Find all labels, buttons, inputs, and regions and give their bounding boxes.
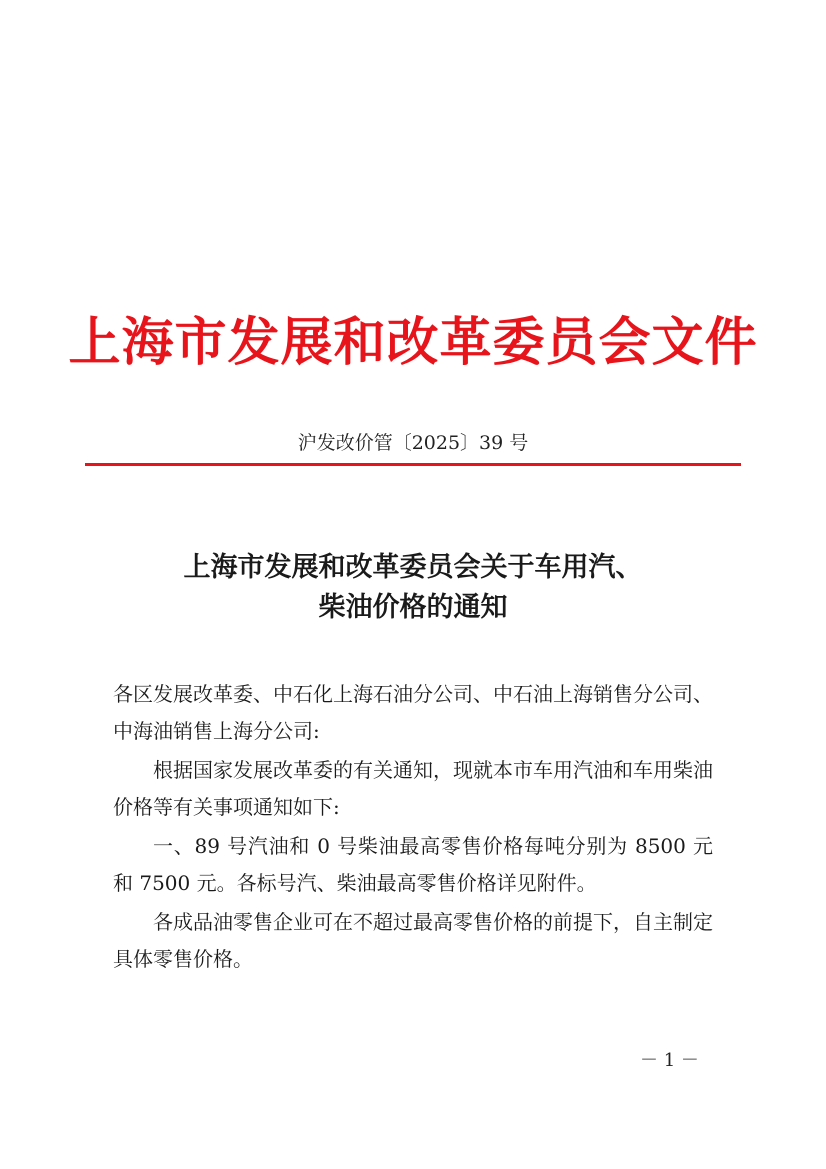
notice-body [113,676,713,980]
notice-title-line-1: 上海市发展和改革委员会关于车用汽、 [183,552,643,583]
body-paragraph-1: 根据国家发展改革委的有关通知，现就本市车用汽油和车用柴油价格等有关事项通知如下: [113,758,713,819]
red-divider-line [85,463,741,466]
body-paragraph-3: 各成品油零售企业可在不超过最高零售价格的前提下，自主制定具体零售价格。 [113,910,713,971]
page-number: － 1 － [640,1050,699,1071]
issuer-header-title: 上海市发展和改革委员会文件 [68,312,758,373]
addressee-paragraph: 各区发展改革委、中石化上海石油分公司、中石油上海销售分公司、中海油销售上海分公司: [113,682,713,743]
notice-title-line-2: 柴油价格的通知 [318,592,508,623]
body-paragraph-2: 一、89 号汽油和 0 号柴油最高零售价格每吨分别为 8500 元和 7500 元。各标号汽、柴油最高零售价格详见附件。 [113,834,713,895]
notice-title [0,548,826,628]
document-number: 沪发改价管〔2025〕39 号 [297,432,529,454]
